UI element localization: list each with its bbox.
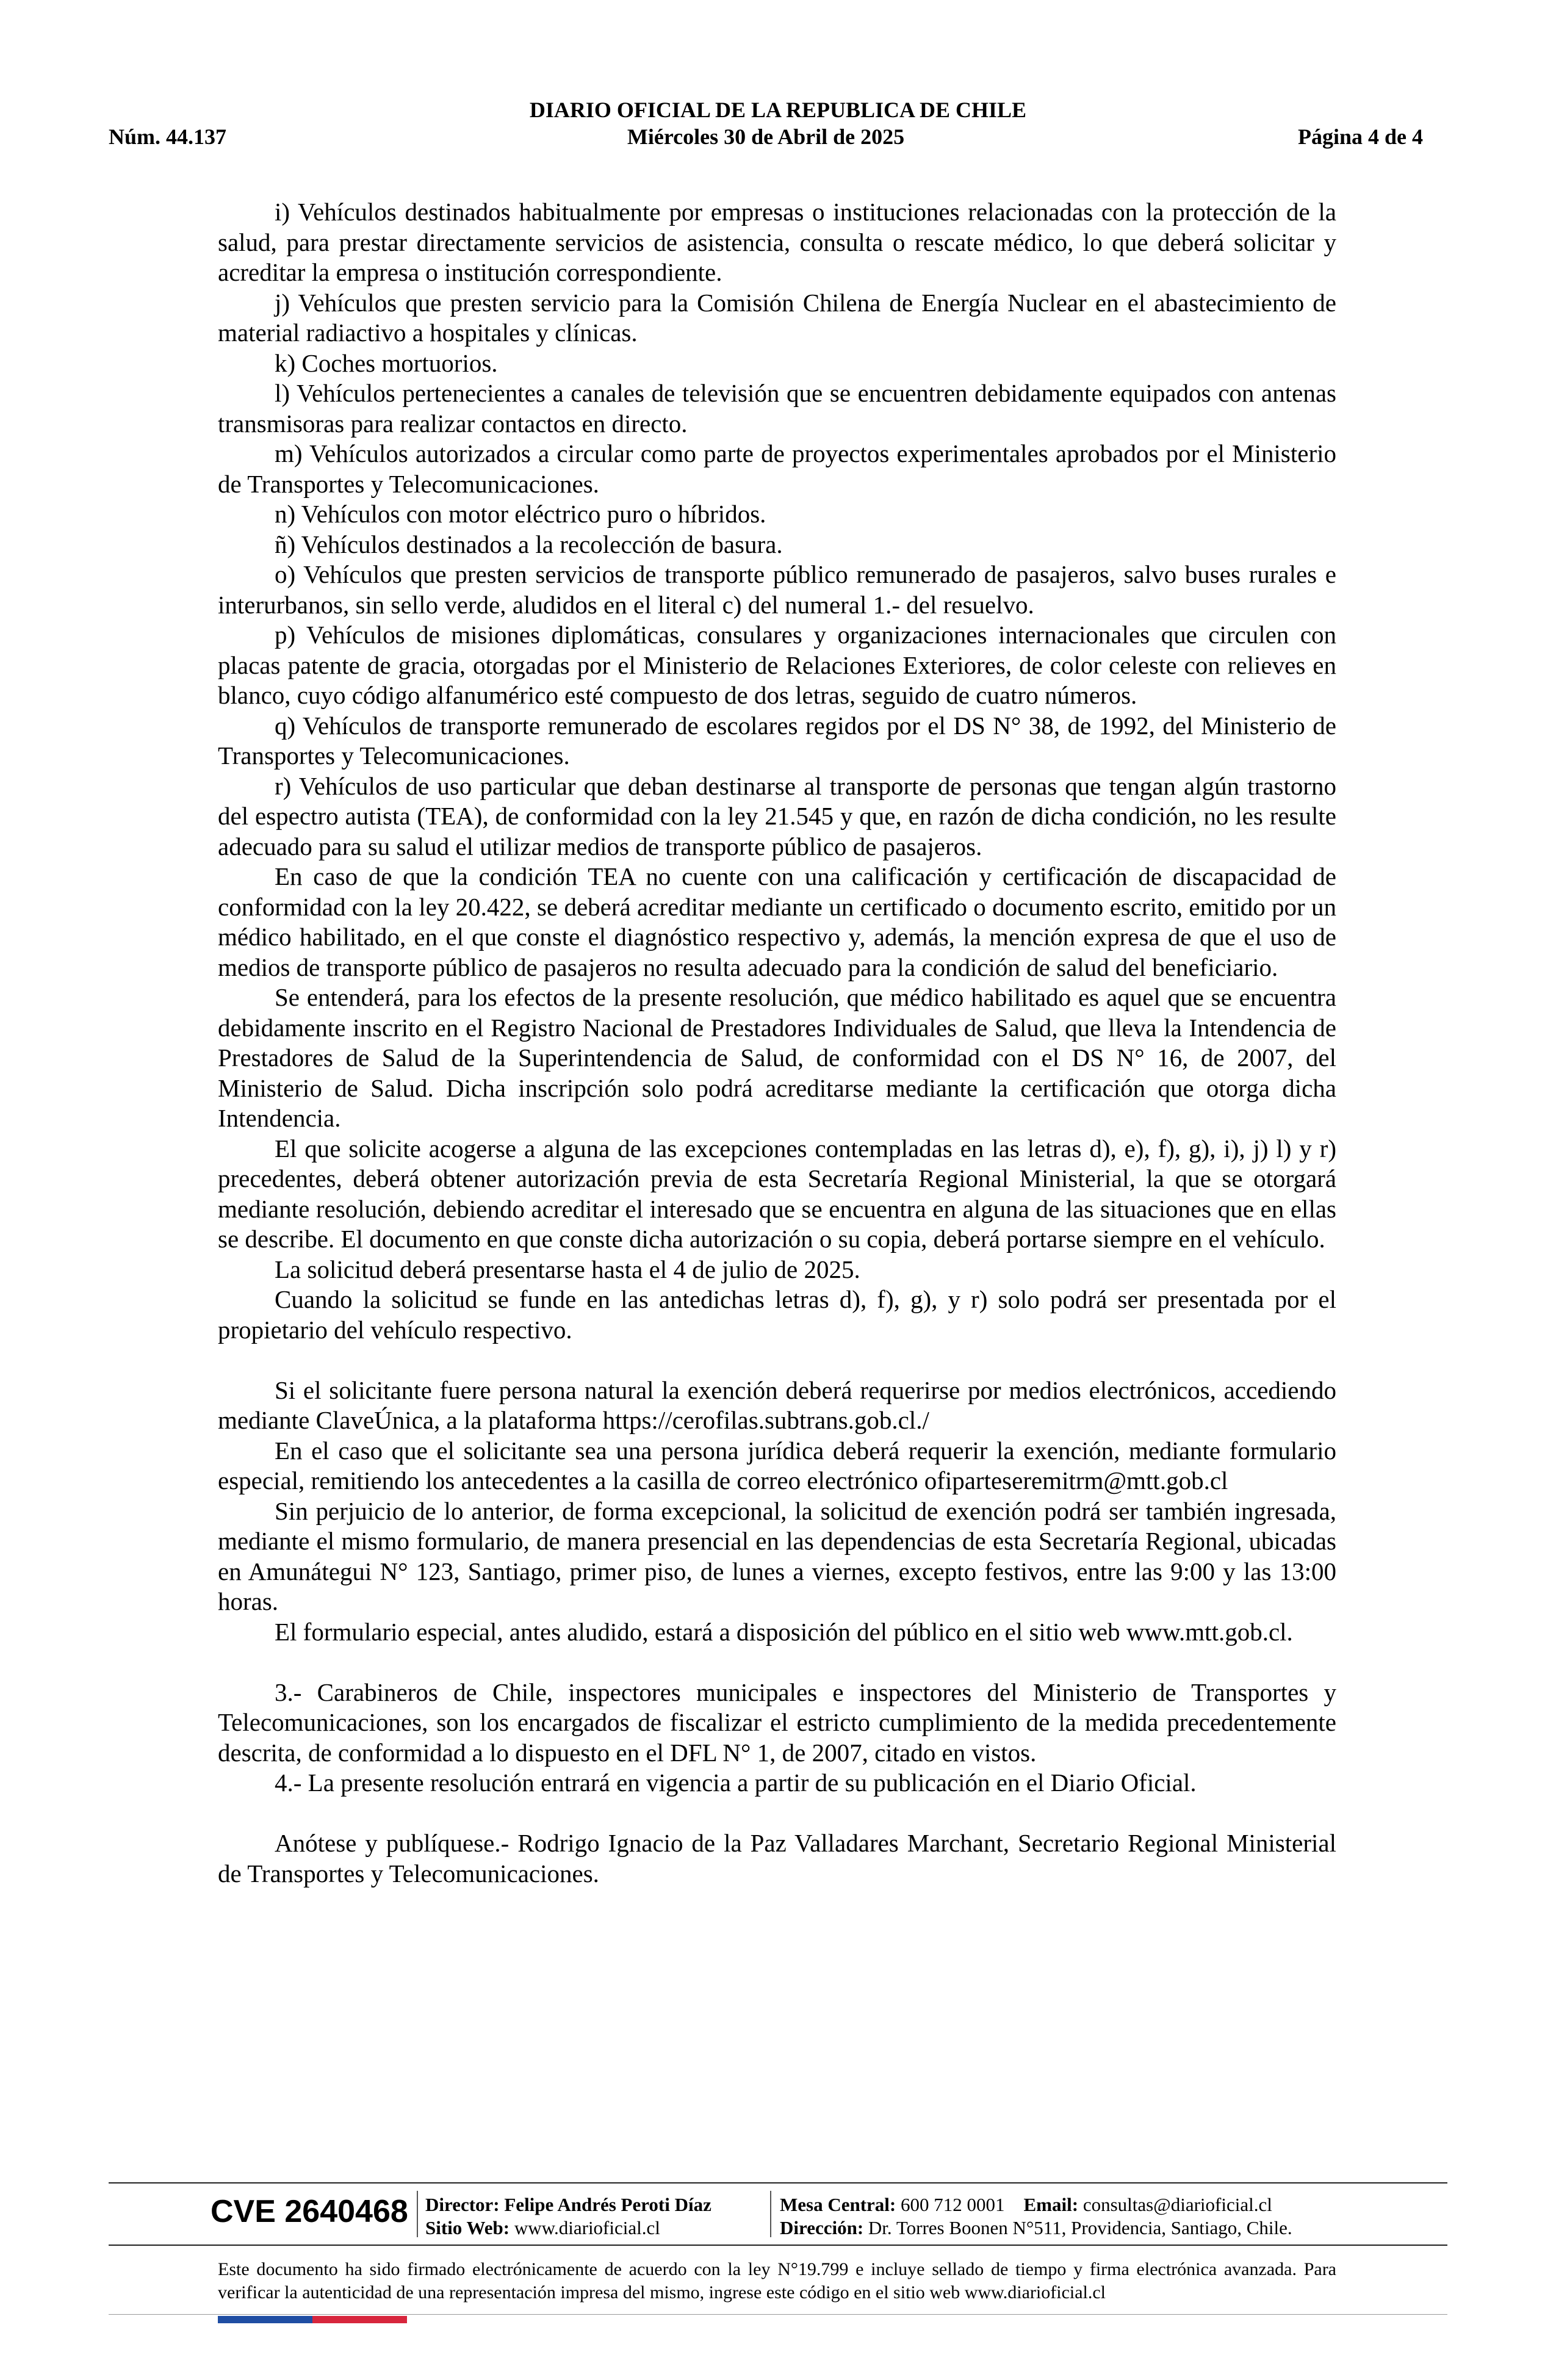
paragraph-m: m) Vehículos autorizados a circular como parte de proyectos experimentales aprobados por el Ministerio de Transportes y Telecomunicaciones. xyxy=(218,439,1336,498)
paragraph-i: i) Vehículos destinados habitualmente por empresas o instituciones relacionadas con la protección de la salud, para prestar directamente servicios de asistencia, consulta o rescate médico, lo que deberá solicitar y acreditar la empresa o institución correspondiente. xyxy=(218,198,1336,286)
address-value: Dr. Torres Boonen N°511, Providencia, Santiago, Chile. xyxy=(868,2217,1292,2238)
mesa-label: Mesa Central: xyxy=(780,2194,896,2215)
paragraph-tea-certification: En caso de que la condición TEA no cuente con una calificación y certificación de discapacidad de conformidad con la ley 20.422, se deberá acreditar mediante un certificado o documento escrito, emitido por un médico habilitado, en el que conste el diagnóstico respectivo y, además, la mención expresa de que el uso de medios de transporte público de pasajeros no resulta adecuado para la condición de salud del beneficiario. xyxy=(218,862,1336,981)
footer-middle-rule xyxy=(109,2245,1447,2246)
paragraph-p: p) Vehículos de misiones diplomáticas, consulares y organizaciones internacionales que circulen con placas patente de gracia, otorgadas por el Ministerio de Relaciones Exteriores, de color celeste con relieves en blanco, cuyo código alfanumérico esté compuesto de dos letras, seguido de cuatro números. xyxy=(218,621,1336,709)
paragraph-persona-juridica: En el caso que el solicitante sea una persona jurídica deberá requerir la exención, mediante formulario especial, remitiendo los antecedentes a la casilla de correo electrónico ofiparteseremitrm@mtt.gob.cl xyxy=(218,1436,1336,1495)
director-name: Felipe Andrés Peroti Díaz xyxy=(504,2194,711,2215)
issue-date: Miércoles 30 de Abril de 2025 xyxy=(627,124,905,149)
email-label: Email: xyxy=(1023,2194,1079,2215)
issue-number: Núm. 44.137 xyxy=(109,124,227,149)
email-link[interactable]: consultas@diarioficial.cl xyxy=(1082,2194,1272,2215)
paragraph-propietario: Cuando la solicitud se funde en las antedichas letras d), f), g), y r) solo podrá ser presentada por el propietario del vehículo respectivo. xyxy=(218,1285,1336,1344)
paragraph-q: q) Vehículos de transporte remunerado de escolares regidos por el DS N° 38, de 1992, del Ministerio de Transportes y Telecomunicaciones. xyxy=(218,711,1336,770)
flag-red-band xyxy=(312,2316,407,2323)
paragraph-fiscalizacion: 3.- Carabineros de Chile, inspectores municipales e inspectores del Ministerio de Transportes y Telecomunicaciones, son los encargados de fiscalizar el estricto cumplimiento de la medida precedentemente descrita, de conformidad a lo dispuesto en el DFL N° 1, de 2007, citado en vistos. xyxy=(218,1678,1336,1767)
paragraph-vigencia: 4.- La presente resolución entrará en vigencia a partir de su publicación en el Diario Oficial. xyxy=(275,1769,1197,1797)
paragraph-r: r) Vehículos de uso particular que deban destinarse al transporte de personas que tengan algún trastorno del espectro autista (TEA), de conformidad con la ley 21.545 y que, en razón de dicha condición, no les resulte adecuado para su salud el utilizar medios de transporte público de pasajeros. xyxy=(218,771,1336,860)
document-body xyxy=(218,197,1336,1889)
paragraph-autorizacion: El que solicite acogerse a alguna de las excepciones contempladas en las letras d), e), f), g), i), j) l) y r) precedentes, deberá obtener autorización previa de esta Secretaría Regional Ministerial, la que se otorgará mediante resolución, debiendo acreditar el interesado que se encuentra en alguna de las situaciones que en ellas se describe. El documento en que conste dicha autorización o su copia, deberá portarse siempre en el vehículo. xyxy=(218,1134,1336,1253)
mesa-phone: 600 712 0001 xyxy=(901,2194,1005,2215)
paragraph-k: k) Coches mortuorios. xyxy=(275,348,498,377)
paragraph-l: l) Vehículos pertenecientes a canales de televisión que se encuentren debidamente equipados con antenas transmisoras para realizar contactos en directo. xyxy=(218,379,1336,438)
paragraph-signature: Anótese y publíquese.- Rodrigo Ignacio de la Paz Valladares Marchant, Secretario Regional Ministerial de Transportes y Telecomunicaciones. xyxy=(218,1829,1336,1888)
page-number: Página 4 de 4 xyxy=(1297,124,1423,149)
paragraph-enye: ñ) Vehículos destinados a la recolección de basura. xyxy=(275,530,783,558)
paragraph-j: j) Vehículos que presten servicio para la Comisión Chilena de Energía Nuclear en el abastecimiento de material radiactivo a hospitales y clínicas. xyxy=(218,288,1336,347)
site-label: Sitio Web: xyxy=(425,2217,510,2238)
footer-bottom-rule xyxy=(109,2314,1447,2315)
flag-blue-band xyxy=(218,2316,312,2323)
paragraph-plazo: La solicitud deberá presentarse hasta el 4 de julio de 2025. xyxy=(275,1255,860,1283)
flag-stripe xyxy=(218,2316,407,2323)
signature-notice: Este documento ha sido firmado electrónicamente de acuerdo con la ley N°19.799 e incluye sellado de tiempo y firma electrónica avanzada. Para verificar la autenticidad de una representación impresa del mismo, ingrese este código en el sitio web www.diarioficial.cl xyxy=(218,2259,1336,2302)
footer-director-block xyxy=(425,2193,711,2240)
paragraph-formulario: El formulario especial, antes aludido, estará a disposición del público en el sitio web www.mtt.gob.cl. xyxy=(275,1617,1293,1646)
paragraph-medico-habilitado: Se entenderá, para los efectos de la presente resolución, que médico habilitado es aquel que se encuentra debidamente inscrito en el Registro Nacional de Prestadores Individuales de Salud, que lleva la Intendencia de Prestadores de Salud de la Superintendencia de Salud, de conformidad con el DS N° 16, de 2007, del Ministerio de Salud. Dicha inscripción solo podrá acreditarse mediante la certificación que otorga dicha Intendencia. xyxy=(218,983,1336,1132)
footer-contact-block xyxy=(780,2193,1292,2240)
paragraph-persona-natural: Si el solicitante fuere persona natural la exención deberá requerirse por medios electrónicos, accediendo mediante ClaveÚnica, a la plataforma https://cerofilas.subtrans.gob.cl./ xyxy=(218,1376,1336,1434)
cve-code: CVE 2640468 xyxy=(211,2194,408,2229)
site-link[interactable]: www.diarioficial.cl xyxy=(514,2217,660,2238)
header-row xyxy=(109,123,1423,150)
footer-separator xyxy=(417,2191,418,2237)
gazette-title: DIARIO OFICIAL DE LA REPUBLICA DE CHILE xyxy=(529,98,1027,122)
paragraph-o: o) Vehículos que presten servicios de transporte público remunerado de pasajeros, salvo buses rurales e interurbanos, sin sello verde, aludidos en el literal c) del numeral 1.- del resuelvo. xyxy=(218,560,1336,619)
paragraph-n: n) Vehículos con motor eléctrico puro o híbridos. xyxy=(275,500,766,528)
address-label: Dirección: xyxy=(780,2217,864,2238)
paragraph-presencial: Sin perjuicio de lo anterior, de forma excepcional, la solicitud de exención podrá ser también ingresada, mediante el mismo formulario, de manera presencial en las dependencias de esta Secretaría Regional, ubicadas en Amunátegui N° 123, Santiago, primer piso, de lunes a viernes, excepto festivos, entre las 9:00 y las 13:00 horas. xyxy=(218,1496,1336,1615)
footer-top-rule xyxy=(109,2182,1447,2183)
director-label: Director: xyxy=(425,2194,500,2215)
footer-separator xyxy=(770,2191,771,2237)
